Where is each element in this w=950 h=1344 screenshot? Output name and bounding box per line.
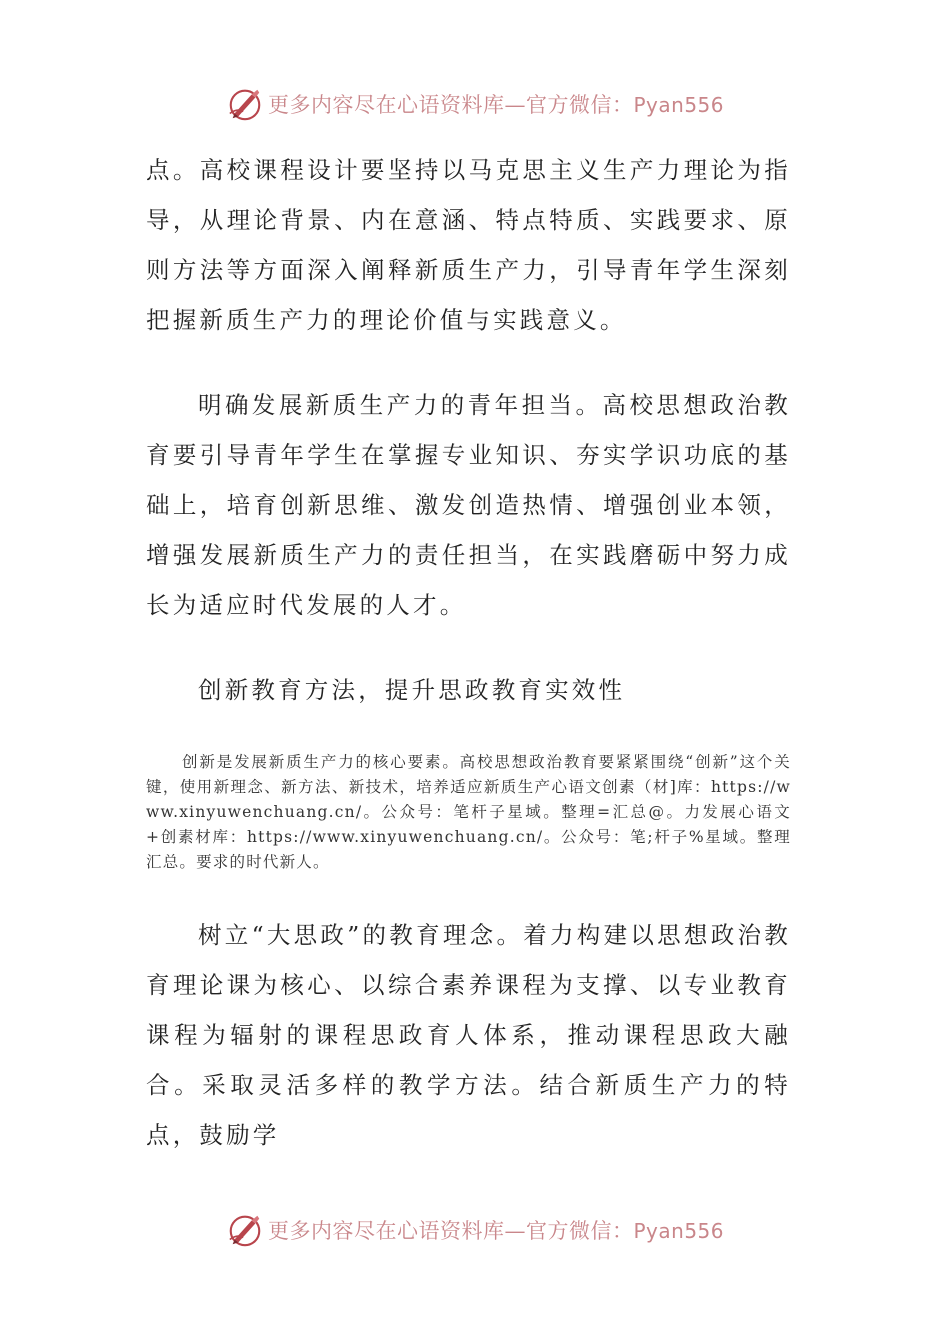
small-paragraph: 创新是发展新质生产力的核心要素。高校思想政治教育要紧紧围绕“创新”这个关键，使用新理念、新方法、新技术，培养适应新质生产心语文创素（材]库：https://www.xinyuwenchuang.cn/。公众号：笔杆子星域。整理=汇总@。力发展心语文+创素材库：https://www.xinyuwenchuang.cn/。公众号：笔;杆子%星域。整理汇总。要求的时代新人。	[146, 753, 791, 871]
paragraph-4: 树立“大思政”的教育理念。着力构建以思想政治教育理论课为核心、以综合素养课程为支撑、以专业教育课程为辐射的课程思政育人体系，推动课程思政大融合。采取灵活多样的教学方法。结合新质生产力的特点，鼓励学	[146, 921, 791, 1149]
pen-logo-icon	[226, 1211, 264, 1249]
document-body	[146, 145, 791, 1160]
pen-logo-icon	[226, 85, 264, 123]
paragraph-2: 明确发展新质生产力的青年担当。高校思想政治教育要引导青年学生在掌握专业知识、夯实学识功底的基础上，培育创新思维、激发创造热情、增强创业本领，增强发展新质生产力的责任担当，在实践磨砺中努力成长为适应时代发展的人才。	[146, 391, 791, 619]
banner-text: 更多内容尽在心语资料库—官方微信：Pyan556	[267, 93, 724, 117]
section-heading: 创新教育方法，提升思政教育实效性	[198, 676, 626, 704]
header-banner	[0, 82, 950, 126]
footer-banner	[0, 1208, 950, 1252]
paragraph-1: 点。高校课程设计要坚持以马克思主义生产力理论为指导，从理论背景、内在意涵、特点特质、实践要求、原则方法等方面深入阐释新质生产力，引导青年学生深刻把握新质生产力的理论价值与实践意义。	[146, 156, 791, 334]
banner-text: 更多内容尽在心语资料库—官方微信：Pyan556	[267, 1219, 724, 1243]
